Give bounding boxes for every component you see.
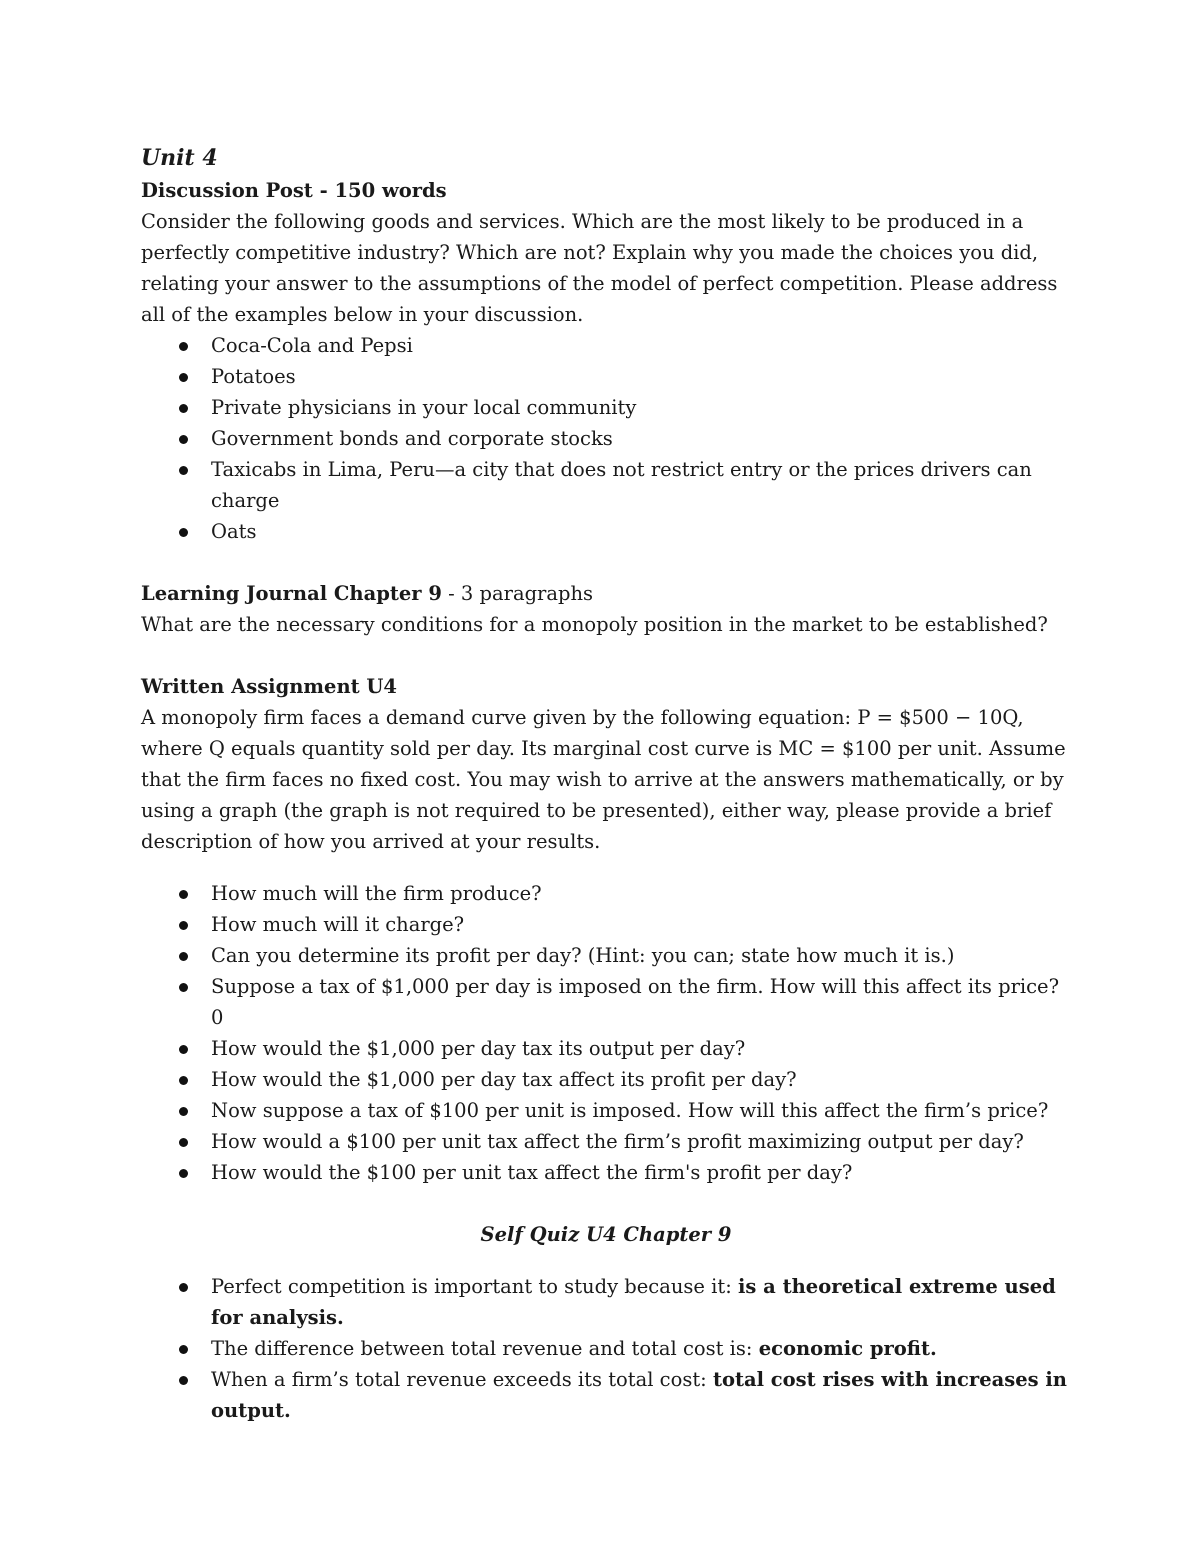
bullet-icon (179, 1169, 188, 1178)
journal-heading: Learning Journal Chapter 9 - 3 paragraphs (141, 582, 594, 605)
list-item: Private physicians in your local community (141, 392, 1071, 423)
bullet-icon (179, 1045, 188, 1054)
bullet-icon (179, 466, 188, 475)
discussion-list (141, 330, 1071, 547)
quiz-question: Perfect competition is important to study because it: (211, 1275, 738, 1298)
list-item: Now suppose a tax of $100 per unit is imposed. How will this affect the firm’s price? (141, 1095, 1071, 1126)
quiz-title: Self Quiz U4 Chapter 9 (480, 1223, 732, 1246)
discussion-heading: Discussion Post - 150 words (141, 179, 447, 202)
bullet-icon (179, 404, 188, 413)
list-item: Taxicabs in Lima, Peru—a city that does not restrict entry or the prices drivers can charge (141, 454, 1071, 516)
bullet-icon (179, 1107, 188, 1116)
list-item: How would the $1,000 per day tax affect its profit per day? (141, 1064, 1071, 1095)
bullet-icon (179, 952, 188, 961)
journal-prompt: What are the necessary conditions for a monopoly position in the market to be established? (141, 613, 1048, 636)
list-item: Potatoes (141, 361, 1071, 392)
list-item (141, 1364, 1071, 1426)
bullet-icon (179, 1076, 188, 1085)
assignment-heading: Written Assignment U4 (141, 675, 397, 698)
discussion-prompt: Consider the following goods and services. Which are the most likely to be produced in a perfectly competitive industry? Which are not? Explain why you made the choices you did, relating your answer to the assumptions of the model of perfect competition. Please address all of the examples below in your discussion. (141, 210, 1058, 326)
list-item: How would the $100 per unit tax affect the firm's profit per day? (141, 1157, 1071, 1188)
bullet-icon (179, 1138, 188, 1147)
bullet-icon (179, 528, 188, 537)
list-item: How much will the firm produce? (141, 878, 1071, 909)
bullet-icon (179, 983, 188, 992)
unit-title: Unit 4 (141, 145, 218, 171)
quiz-answer: economic profit. (758, 1337, 937, 1360)
bullet-icon (179, 890, 188, 899)
quiz-question: When a firm’s total revenue exceeds its total cost: (211, 1368, 713, 1391)
list-item: How much will it charge? (141, 909, 1071, 940)
assignment-list (141, 878, 1071, 1188)
list-item: Suppose a tax of $1,000 per day is imposed on the firm. How will this affect its price?0 (141, 971, 1071, 1033)
bullet-icon (179, 1283, 188, 1292)
list-item (141, 1333, 1071, 1364)
bullet-icon (179, 435, 188, 444)
bullet-icon (179, 1376, 188, 1385)
quiz-answer: total cost rises with increases in output. (211, 1368, 1067, 1422)
quiz-list (141, 1271, 1071, 1426)
list-item: Can you determine its profit per day? (Hint: you can; state how much it is.) (141, 940, 1071, 971)
bullet-icon (179, 342, 188, 351)
list-item: Oats (141, 516, 1071, 547)
bullet-icon (179, 921, 188, 930)
bullet-icon (179, 1345, 188, 1354)
list-item: Government bonds and corporate stocks (141, 423, 1071, 454)
list-item: Coca-Cola and Pepsi (141, 330, 1071, 361)
bullet-icon (179, 373, 188, 382)
quiz-answer: is a theoretical extreme used for analysis. (211, 1275, 1056, 1329)
document-body (141, 141, 1071, 1426)
list-item: How would the $1,000 per day tax its output per day? (141, 1033, 1071, 1064)
list-item (141, 1271, 1071, 1333)
quiz-question: The difference between total revenue and total cost is: (211, 1337, 759, 1360)
list-item: How would a $100 per unit tax affect the firm’s profit maximizing output per day? (141, 1126, 1071, 1157)
assignment-prompt: A monopoly firm faces a demand curve given by the following equation: P = $500 − 10Q, where Q equals quantity sold per day. Its marginal cost curve is MC = $100 per unit. Assume that the firm faces no fixed cost. You may wish to arrive at the answers mathematically, or by using a graph (the graph is not required to be presented), either way, please provide a brief description of how you arrived at your results. (141, 706, 1066, 853)
